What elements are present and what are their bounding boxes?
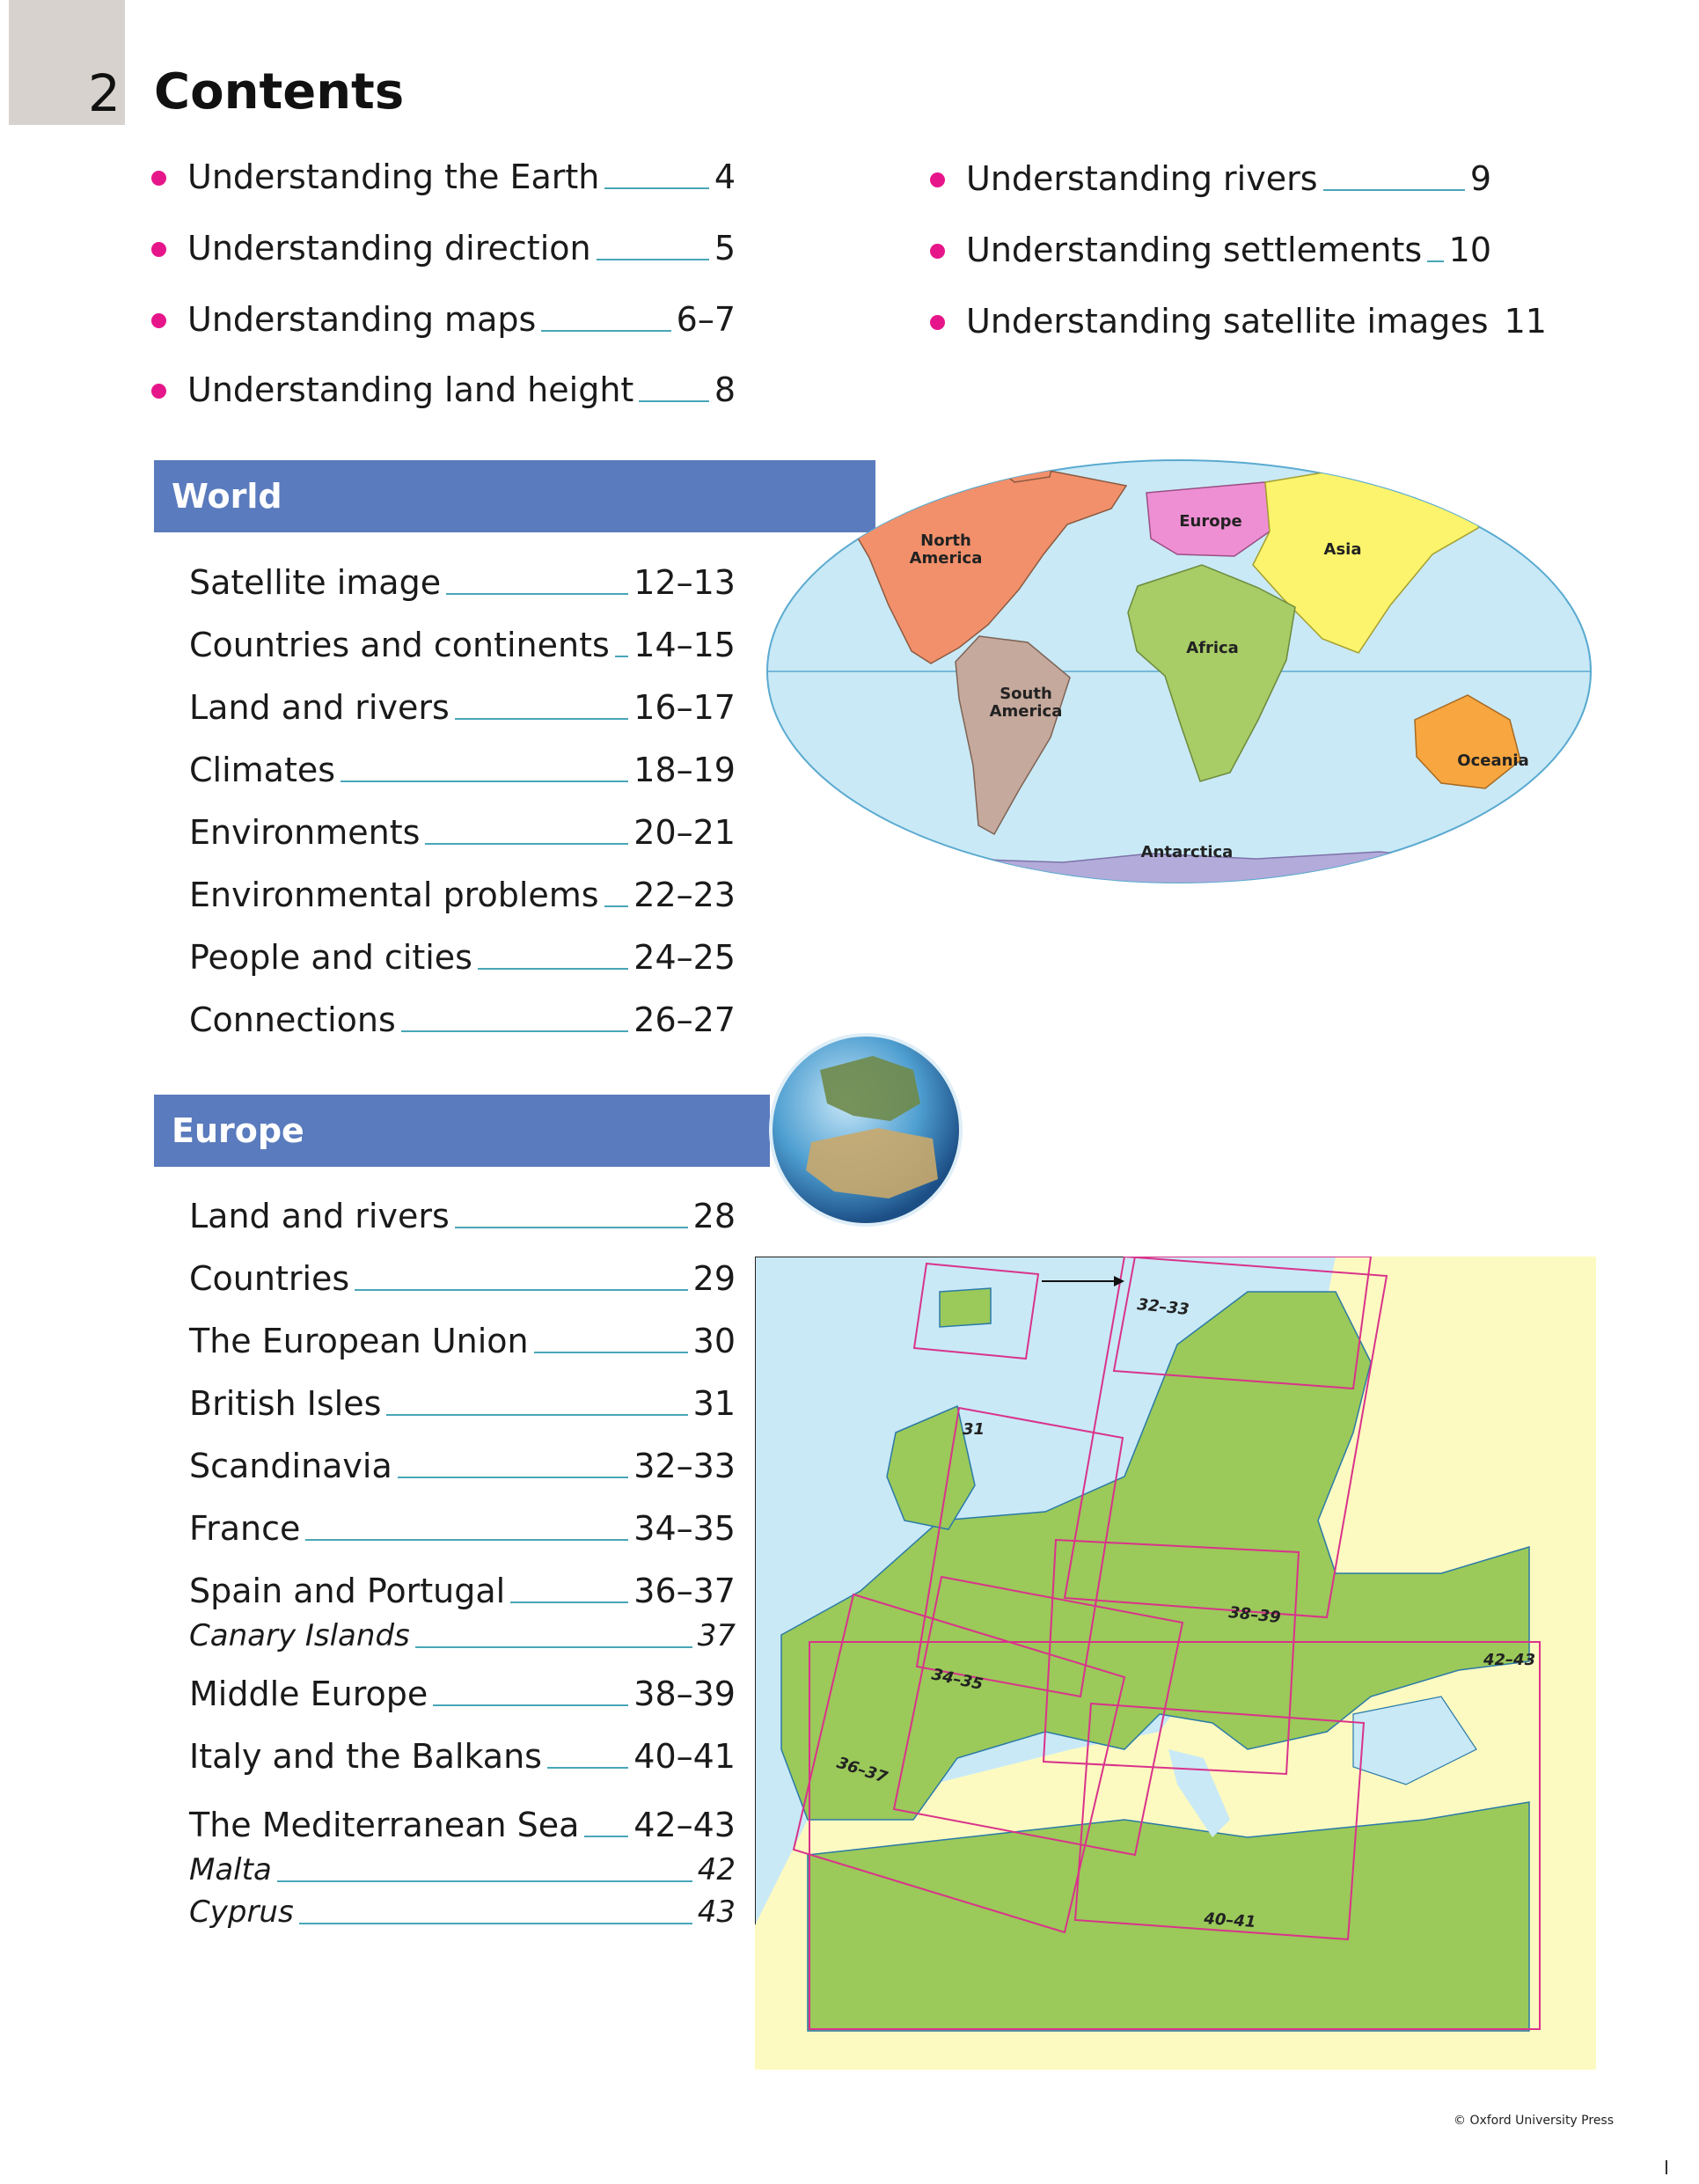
world-section-banner: World [154, 460, 875, 532]
leader-line [355, 1289, 687, 1291]
leader-line [639, 400, 709, 402]
toc-entry-page: 28 [692, 1197, 736, 1235]
leader-line [1492, 340, 1501, 341]
frame-label-40-41: 40–41 [1203, 1909, 1257, 1932]
toc-entry[interactable] [966, 301, 1547, 341]
toc-subentry[interactable] [189, 1616, 736, 1656]
toc-entry-label: Environments [189, 813, 421, 852]
toc-entry[interactable] [189, 1508, 736, 1549]
leader-line [455, 718, 629, 720]
europe-section-banner: Europe [154, 1095, 770, 1167]
toc-entry-label: Countries [189, 1259, 350, 1298]
toc-entry[interactable] [189, 1674, 736, 1714]
leader-line [1323, 189, 1465, 191]
toc-entry-page: 26–27 [633, 1000, 736, 1039]
leader-line [1427, 260, 1444, 262]
map-label-antarctica: Antarctica [1140, 843, 1234, 861]
toc-entry-label: Scandinavia [189, 1447, 392, 1485]
toc-entry-label: The Mediterranean Sea [189, 1806, 580, 1844]
toc-entry-label: Countries and continents [189, 626, 610, 664]
leader-line [425, 843, 628, 845]
world-map [764, 456, 1600, 887]
toc-entry-page: 16–17 [633, 688, 736, 727]
toc-entry-label: Climates [189, 751, 336, 789]
map-label-asia: Asia [1323, 540, 1362, 559]
toc-entry[interactable] [187, 299, 736, 340]
copyright-notice: © Oxford University Press [1454, 2114, 1615, 2128]
map-label-europe: Europe [1179, 512, 1242, 531]
toc-entry[interactable] [187, 370, 736, 410]
map-label-africa: Africa [1186, 639, 1239, 657]
toc-entry[interactable] [189, 1196, 736, 1236]
toc-entry-label: Understanding land height [187, 370, 634, 409]
toc-entry-label: Understanding direction [187, 229, 591, 268]
leader-line [584, 1836, 628, 1837]
leader-line [478, 968, 628, 970]
toc-entry[interactable] [187, 228, 736, 268]
bullet-icon [151, 171, 166, 186]
toc-entry-label: Understanding rivers [966, 159, 1318, 198]
toc-entry-page: 5 [714, 229, 736, 268]
toc-entry[interactable] [189, 1258, 736, 1299]
toc-entry-label: Satellite image [189, 563, 442, 602]
leader-line [341, 781, 628, 782]
toc-entry-page: 24–25 [633, 938, 736, 977]
globe-image [765, 1030, 966, 1230]
toc-entry-label: Middle Europe [189, 1675, 428, 1713]
toc-entry[interactable] [189, 687, 736, 728]
toc-entry-label: Understanding the Earth [187, 158, 600, 196]
leader-line [604, 905, 629, 907]
toc-entry-page: 31 [692, 1384, 736, 1423]
leader-line [510, 1601, 628, 1603]
toc-entry[interactable] [189, 1571, 736, 1611]
bullet-icon [151, 313, 166, 328]
toc-entry[interactable] [189, 875, 736, 915]
bullet-icon [930, 172, 945, 187]
toc-entry-page: 10 [1448, 231, 1491, 269]
frame-label-34-35: 34–35 [929, 1665, 985, 1695]
toc-entry-page: 36–37 [633, 1572, 736, 1610]
toc-entry-label: Understanding satellite images [966, 302, 1489, 341]
leader-line [547, 1767, 628, 1769]
toc-entry-label: The European Union [189, 1322, 529, 1360]
toc-entry[interactable] [966, 158, 1491, 199]
leader-line [615, 656, 628, 657]
map-label-south-america-1: South [1000, 685, 1052, 703]
toc-entry-page: 32–33 [633, 1447, 736, 1485]
toc-entry-page: 14–15 [633, 626, 736, 664]
toc-entry-label: Connections [189, 1000, 396, 1039]
toc-entry[interactable] [189, 625, 736, 665]
toc-entry[interactable] [187, 157, 736, 197]
toc-entry-page: 18–19 [633, 751, 736, 789]
frame-label-32-33: 32–33 [1136, 1295, 1190, 1320]
toc-entry[interactable] [189, 1383, 736, 1424]
toc-entry-page: 4 [714, 158, 736, 196]
bullet-icon [151, 242, 166, 257]
greenland-shape [984, 456, 1054, 482]
toc-entry-label: Understanding maps [187, 300, 537, 339]
frame-label-31: 31 [963, 1420, 985, 1439]
toc-entry[interactable] [189, 1736, 736, 1777]
leader-line [386, 1414, 687, 1416]
leader-line [415, 1646, 692, 1648]
toc-entry-label: Land and rivers [189, 688, 450, 727]
toc-subentry-page: 42 [697, 1852, 736, 1887]
toc-entry-label: Understanding settlements [966, 231, 1423, 269]
iceland-shape [940, 1288, 991, 1327]
map-label-north-america-2: America [909, 549, 983, 568]
leader-line [401, 1030, 628, 1032]
leader-line [299, 1923, 692, 1924]
toc-entry[interactable] [189, 937, 736, 978]
map-label-south-america-2: America [989, 702, 1063, 721]
toc-subentry[interactable] [189, 1892, 736, 1932]
map-label-oceania: Oceania [1457, 751, 1529, 770]
leader-line [277, 1880, 692, 1882]
toc-entry-label: British Isles [189, 1384, 382, 1423]
leader-line [541, 330, 670, 332]
toc-entry-label: People and cities [189, 938, 472, 977]
toc-subentry[interactable] [189, 1850, 736, 1890]
leader-line [455, 1227, 688, 1228]
toc-entry[interactable] [189, 1446, 736, 1486]
bullet-icon [930, 315, 945, 330]
page-title: Contents [154, 63, 405, 121]
toc-entry[interactable] [966, 230, 1491, 270]
leader-line [398, 1477, 629, 1478]
map-label-north-america-1: North [920, 531, 971, 550]
toc-entry-page: 34–35 [633, 1509, 736, 1548]
toc-entry-page: 9 [1469, 159, 1491, 198]
toc-subentry-page: 43 [697, 1895, 736, 1930]
toc-entry[interactable] [189, 750, 736, 790]
toc-entry-page: 6–7 [676, 300, 736, 339]
frame-label-38-39: 38–39 [1227, 1603, 1282, 1628]
toc-entry-label: Land and rivers [189, 1197, 450, 1235]
toc-entry-page: 20–21 [633, 813, 736, 852]
toc-entry[interactable] [189, 812, 736, 853]
toc-subentry-label: Canary Islands [189, 1618, 410, 1653]
toc-entry-page: 40–41 [633, 1737, 736, 1776]
leader-line [446, 593, 628, 595]
europe-map [755, 1257, 1596, 2070]
toc-entry[interactable] [189, 1321, 736, 1361]
toc-entry-label: Italy and the Balkans [189, 1737, 542, 1776]
toc-entry-page: 38–39 [633, 1675, 736, 1713]
toc-entry[interactable] [189, 1000, 736, 1040]
toc-entry-page: 8 [714, 370, 736, 409]
toc-subentry-label: Malta [189, 1852, 272, 1887]
toc-entry-page: 22–23 [633, 876, 736, 914]
toc-entry-label: Environmental problems [189, 876, 599, 914]
leader-line [433, 1704, 628, 1706]
crop-mark [1666, 2160, 1667, 2174]
leader-line [534, 1352, 688, 1353]
toc-subentry-page: 37 [697, 1618, 736, 1653]
frame-label-42-43: 42–43 [1483, 1651, 1536, 1669]
toc-entry-label: Spain and Portugal [189, 1572, 506, 1610]
leader-line [305, 1539, 628, 1541]
toc-subentry-label: Cyprus [189, 1895, 294, 1930]
bullet-icon [930, 244, 945, 259]
toc-entry-page: 42–43 [633, 1806, 736, 1844]
toc-entry[interactable] [189, 562, 736, 603]
page-number: 2 [88, 63, 121, 123]
bullet-icon [151, 384, 166, 399]
toc-entry-page: 12–13 [633, 563, 736, 602]
toc-entry-page: 11 [1504, 302, 1547, 341]
toc-entry-page: 29 [692, 1259, 736, 1298]
toc-entry-label: France [189, 1509, 301, 1548]
leader-line [604, 187, 708, 189]
toc-entry-page: 30 [692, 1322, 736, 1360]
leader-line [597, 259, 709, 260]
toc-entry[interactable] [189, 1805, 736, 1845]
frame-label-36-37: 36–37 [834, 1753, 890, 1788]
